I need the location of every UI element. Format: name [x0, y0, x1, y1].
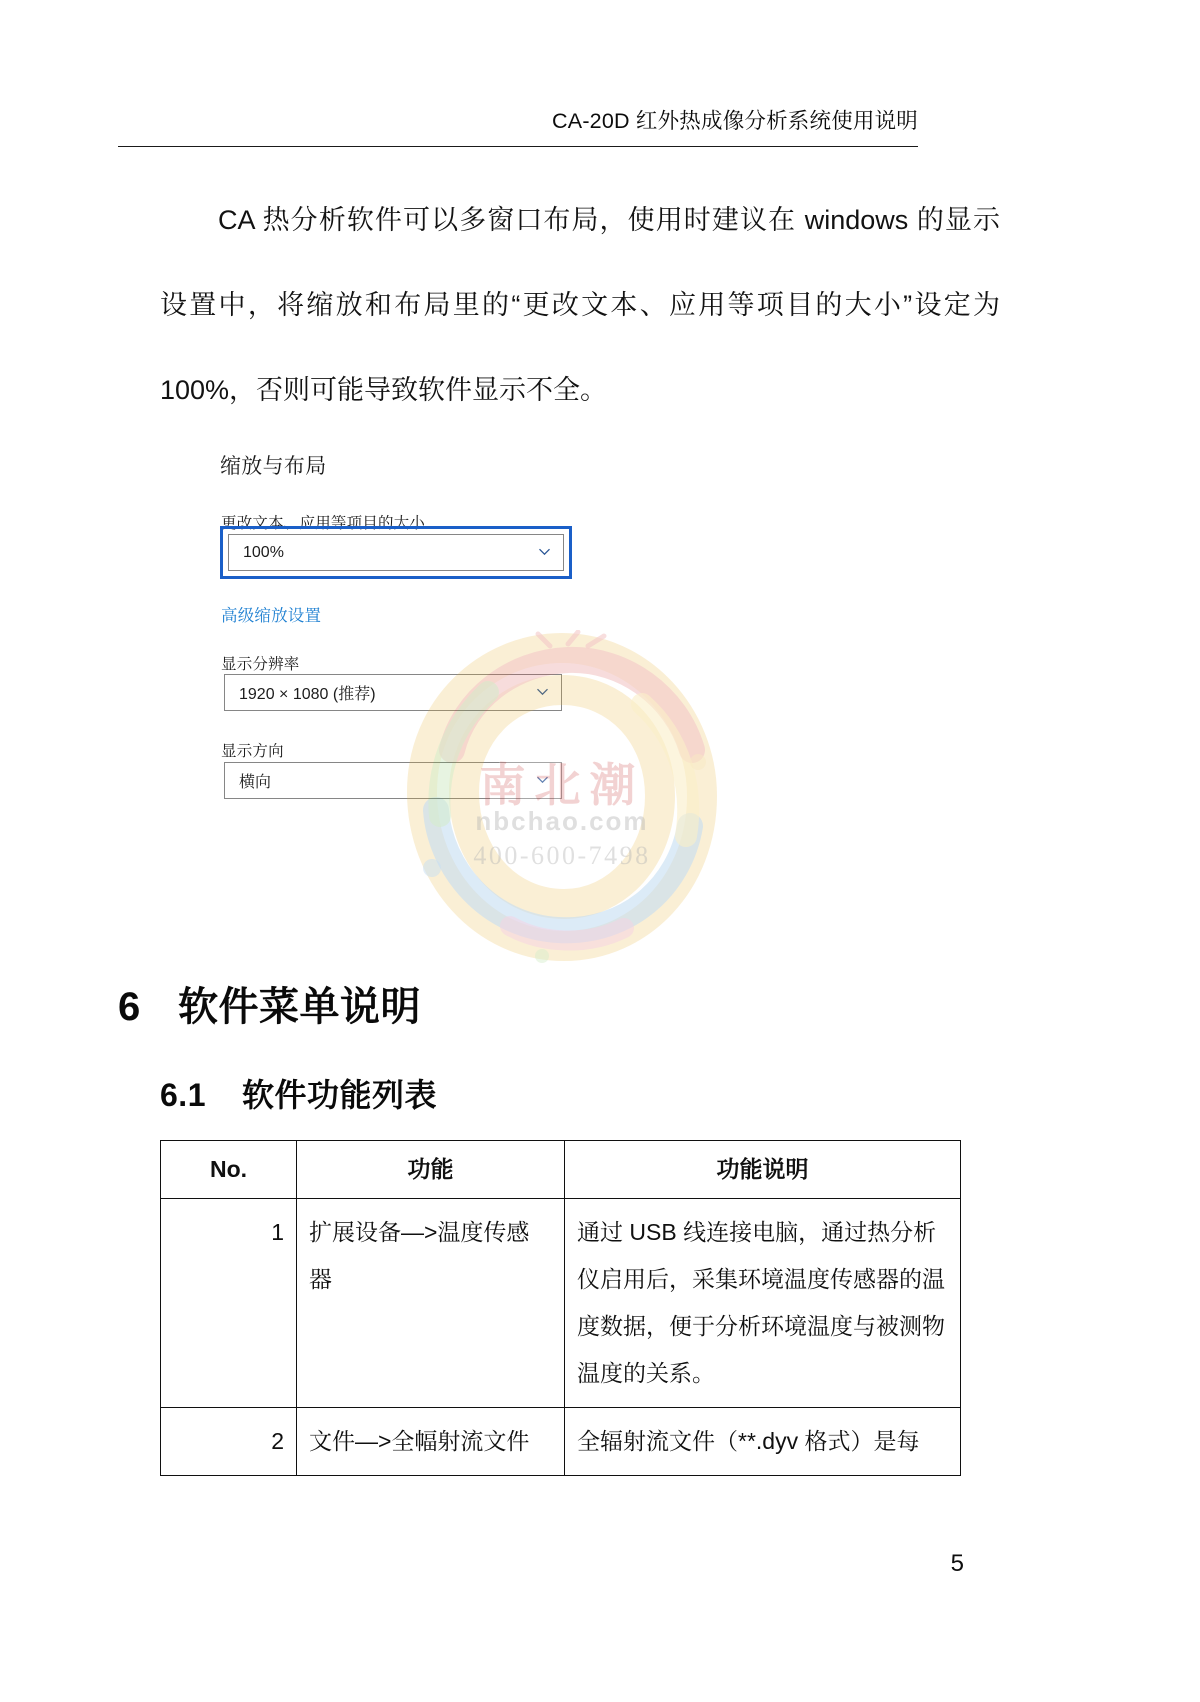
display-orientation-dropdown[interactable] [224, 762, 562, 799]
table-row [161, 1199, 961, 1408]
table-row [161, 1408, 961, 1476]
section-heading-6-1-text: 软件功能列表 [242, 1077, 438, 1113]
scale-size-value: 100% [243, 543, 284, 561]
cell-function: 扩展设备—>温度传感器 [297, 1199, 565, 1408]
scale-and-layout-title: 缩放与布局 [220, 455, 327, 478]
page-number: 5 [950, 1550, 964, 1577]
cell-no: 1 [161, 1199, 297, 1408]
section-heading-6-1-number: 6.1 [160, 1077, 206, 1113]
display-resolution-dropdown[interactable] [224, 674, 562, 711]
watermark-phone: 400-600-7498 [473, 841, 651, 871]
chevron-down-icon [536, 685, 549, 698]
section-heading-6-1 [160, 1070, 437, 1116]
display-resolution-value: 1920 × 1080 (推荐) [239, 686, 376, 703]
header-divider [118, 146, 918, 147]
scale-size-label: 更改文本、应用等项目的大小 [221, 515, 426, 532]
function-list-table [160, 1140, 961, 1476]
body-paragraph-text: CA 热分析软件可以多窗口布局，使用时建议在 windows 的显示设置中，将缩放和布局里的“更改文本、应用等项目的大小”设定为 100%，否则可能导致软件显示不全。 [160, 205, 1000, 405]
table-header-row [161, 1141, 961, 1199]
column-header-no: No. [161, 1141, 297, 1199]
cell-no: 2 [161, 1408, 297, 1476]
body-paragraph [160, 178, 1000, 433]
running-header-title: CA-20D 红外热成像分析系统使用说明 [552, 109, 918, 133]
section-heading-6 [118, 975, 421, 1032]
cell-description: 全辐射流文件（**.dyv 格式）是每 [565, 1408, 961, 1476]
display-orientation-value: 横向 [239, 774, 272, 791]
advanced-scaling-settings-link[interactable]: 高级缩放设置 [221, 607, 322, 625]
column-header-description: 功能说明 [565, 1141, 961, 1199]
section-heading-6-number: 6 [118, 985, 141, 1029]
watermark-domain: nbchao.com [475, 806, 649, 837]
column-header-function: 功能 [297, 1141, 565, 1199]
scale-size-highlight-box [220, 526, 572, 579]
cell-description: 通过 USB 线连接电脑，通过热分析仪启用后，采集环境温度传感器的温度数据，便于分析环境温度与被测物温度的关系。 [565, 1199, 961, 1408]
cell-function: 文件—>全幅射流文件 [297, 1408, 565, 1476]
windows-display-settings-screenshot [218, 440, 598, 822]
display-orientation-label: 显示方向 [221, 743, 284, 760]
display-resolution-label: 显示分辨率 [221, 656, 300, 673]
section-heading-6-text: 软件菜单说明 [178, 985, 421, 1029]
chevron-down-icon [536, 773, 549, 786]
watermark-brand-cn: 南北潮 [479, 760, 645, 811]
